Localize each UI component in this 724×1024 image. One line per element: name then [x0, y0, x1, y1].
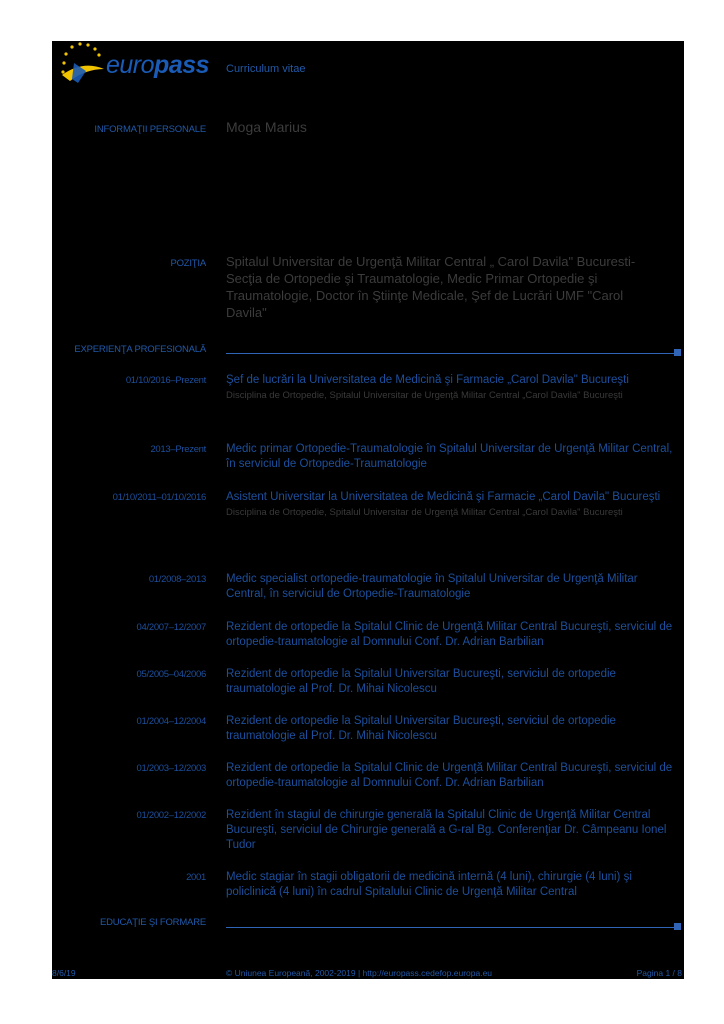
- cv-page: [52, 41, 684, 979]
- entry-title: Şef de lucrări la Universitatea de Medicină şi Farmacie „Carol Davila" Bucureşti: [226, 374, 629, 386]
- cv-title: Curriculum vitae: [226, 63, 306, 75]
- entry-date: 01/10/2016–Prezent: [125, 375, 206, 386]
- entry-date: 01/2003–12/2003: [136, 763, 206, 774]
- entry-title: Rezident de ortopedie la Spitalul Universitar Bucureşti, serviciul de ortopedie traumatologie al Prof. Dr. Mihai Nicolescu: [226, 715, 616, 742]
- section-divider: [226, 353, 676, 354]
- footer-copyright-link[interactable]: © Uniunea Europeană, 2002-2019 | http://europass.cedefop.europa.eu: [226, 968, 493, 978]
- entry-date: 01/2002–12/2002: [136, 810, 206, 821]
- entry-title: Medic specialist ortopedie-traumatologie în Spitalul Universitar de Urgenţă Militar Central, în serviciul de Ortopedie-Traumatologie: [226, 573, 638, 600]
- experience-entry: [226, 870, 678, 900]
- position-label: POZIŢIA: [170, 258, 206, 269]
- experience-entry: [226, 373, 678, 402]
- experience-entry: [226, 667, 678, 697]
- entry-date: 2013–Prezent: [150, 444, 206, 455]
- person-name: Moga Marius: [226, 119, 307, 135]
- entry-date: 2001: [186, 872, 206, 883]
- entry-title: Rezident de ortopedie la Spitalul Clinic de Urgenţă Militar Central Bucureşti, serviciul de ortopedie-traumatologie al Domnului Conf. Dr. Adrian Barbilian: [226, 762, 673, 789]
- experience-entry: [226, 714, 678, 744]
- entry-date: 01/2008–2013: [148, 574, 206, 585]
- experience-entry: [226, 620, 678, 650]
- position-text: Spitalul Universitar de Urgenţă Militar Central „ Carol Davila" Bucuresti- Secţia de Ortopedie şi Traumatologie, Medic Primar Ortopedie şi Traumatologie, Doctor în Ştiinţe Medicale, Şef de Lucrări UMF "Carol Davila": [226, 254, 636, 320]
- section-marker: [674, 923, 681, 930]
- europass-logo: [52, 41, 212, 89]
- experience-entry: [226, 808, 678, 853]
- experience-entry: [226, 572, 678, 602]
- entry-date: 04/2007–12/2007: [136, 622, 206, 633]
- entry-detail: Disciplina de Ortopedie, Spitalul Universitar de Urgenţă Militar Central „Carol Davila" Bucureşti: [226, 507, 623, 518]
- entry-title: Medic stagiar în stagii obligatorii de medicină internă (4 luni), chirurgie (4 luni) şi policlinică (4 luni) în cadrul Spitalului Clinic de Urgenţă Militar Central: [226, 871, 632, 898]
- entry-title: Asistent Universitar la Universitatea de Medicină şi Farmacie „Carol Davila" Bucureşti: [226, 491, 661, 503]
- footer-page-number: Pagina 1 / 8: [636, 968, 682, 978]
- experience-label: EXPERIENŢA PROFESIONALĂ: [74, 344, 206, 355]
- entry-title: Rezident de ortopedie la Spitalul Clinic de Urgenţă Militar Central Bucureşti, serviciul de ortopedie-traumatologie al Domnului Conf. Dr. Adrian Barbilian: [226, 621, 673, 648]
- entry-title: Rezident în stagiul de chirurgie generală la Spitalul Clinic de Urgenţă Militar Central Bucureşti, serviciul de Chirurgie generală a G-ral Bg. Conferenţiar Dr. Câmpeanu Ionel Tudor: [226, 809, 667, 851]
- experience-entry: [226, 442, 678, 472]
- section-marker: [674, 349, 681, 356]
- personal-info-label: INFORMAŢII PERSONALE: [94, 124, 206, 135]
- entry-detail: Disciplina de Ortopedie, Spitalul Universitar de Urgenţă Militar Central „Carol Davila" Bucureşti: [226, 390, 623, 401]
- europass-wordmark: europass: [106, 51, 210, 79]
- experience-entry: [226, 761, 678, 791]
- entry-title: Rezident de ortopedie la Spitalul Universitar Bucureşti, serviciul de ortopedie traumatologie al Prof. Dr. Mihai Nicolescu: [226, 668, 616, 695]
- entry-date: 01/10/2011–01/10/2016: [112, 492, 206, 503]
- entry-date: 01/2004–12/2004: [136, 716, 206, 727]
- entry-title: Medic primar Ortopedie-Traumatologie în Spitalul Universitar de Urgenţă Militar Central, în serviciul de Ortopedie-Traumatologie: [226, 443, 673, 470]
- education-label: EDUCAŢIE ŞI FORMARE: [100, 917, 206, 928]
- section-divider: [226, 927, 676, 928]
- entry-date: 05/2005–04/2006: [136, 669, 206, 680]
- experience-entry: [226, 490, 678, 519]
- footer-date: 8/6/19: [52, 968, 76, 978]
